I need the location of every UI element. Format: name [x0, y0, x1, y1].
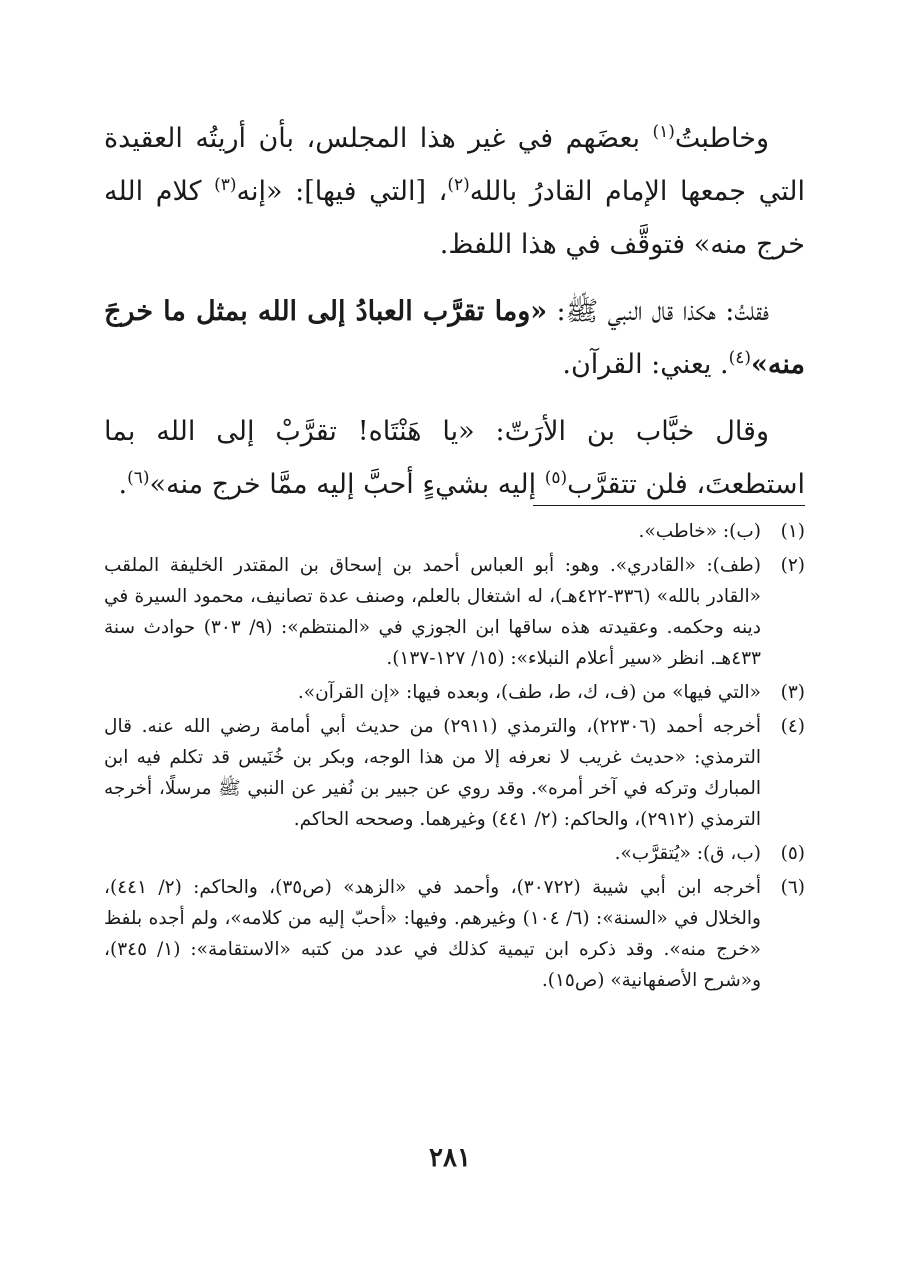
text-run: وقال خبَّاب بن الأرَتّ: «يا هَنْتَاه! تقرَّبْ إلى الله بما استطعتَ، فلن تتقرَّب	[104, 416, 805, 500]
footnote-marker: (٢)	[447, 175, 470, 195]
footnote-number: (٢)	[780, 555, 805, 576]
hadith-quote: «وما تقرَّب العبادُ إلى الله بمثل ما خرجَ منه»	[104, 296, 805, 380]
main-text	[104, 112, 805, 525]
paragraph-1	[104, 112, 805, 271]
footnote	[104, 550, 805, 674]
footnote-text: (ب، ق): «يُتقرَّب».	[614, 843, 761, 864]
text-run: . يعني: القرآن.	[562, 349, 729, 380]
footnote-text: (ب): «خاطب».	[638, 521, 761, 542]
footnote	[104, 516, 805, 547]
footnote-number: (٦)	[780, 877, 805, 898]
footnote-text: (طف): «القادري». وهو: أبو العباس أحمد بن إسحاق بن المقتدر الخليفة الملقب «القادر بالله» (٣٣٦-٤٢٢هـ)، له اشتغال بالعلم، وصنف عدة تصانيف، محمود السيرة في دينه وحكمه. وعقيدته هذه ساقها ابن الجوزي في «المنتظم»: (٩/ ٣٠٣) حوادث سنة ٤٣٣هـ. انظر «سير أعلام النبلاء»: (١٥/ ١٢٧-١٣٧).	[104, 555, 761, 669]
footnotes	[104, 516, 805, 999]
footnote-number: (٣)	[780, 682, 805, 703]
footnote-text: أخرجه ابن أبي شيبة (٣٠٧٢٢)، وأحمد في «الزهد» (ص٣٥)، والحاكم: (٢/ ٤٤١)، والخلال في «السنة»: (٦/ ١٠٤) وغيرهم. وفيها: «أحبّ إليه من كلامه»، ولم أجده بلفظ «خرج منه». وقد ذكره ابن تيمية كذلك في عدد من كتبه «الاستقامة»: (١/ ٣٤٥)، و«شرح الأصفهانية» (ص١٥).	[104, 877, 762, 991]
text-run: كلام الله خرج منه» فتوقَّف في هذا اللفظ.	[104, 176, 805, 260]
footnote-number: (٥)	[780, 843, 805, 864]
text-run: .	[118, 469, 128, 500]
footnote-number: (١)	[780, 521, 805, 542]
footnote	[104, 872, 805, 996]
text-run: وخاطبتُ	[674, 123, 769, 154]
footnote-text: أخرجه أحمد (٢٢٣٠٦)، والترمذي (٢٩١١) من حديث أبي أمامة رضي الله عنه. قال الترمذي: «حديث غريب لا نعرفه إلا من هذا الوجه، وبكر بن خُنَيس قد تكلم فيه ابن المبارك وتركه في آخر أمره». وقد روي عن جبير بن نُفير عن النبي ﷺ مرسلًا، أخرجه الترمذي (٢٩١٢)، والحاكم: (٢/ ٤٤١) وغيرهما. وصححه الحاكم.	[104, 716, 761, 830]
footnote-marker: (١)	[652, 122, 675, 142]
footnote-text: «التي فيها» من (ف، ك، ط، طف)، وبعده فيها: «إن القرآن».	[297, 682, 761, 703]
text-run: فقلتُ: هكذا قال النبي ﷺ:	[547, 296, 769, 327]
text-run: بعضَهم في غير هذا المجلس، بأن أريتُه العقيدة التي جمعها الإمام القادرُ بالله	[104, 123, 805, 207]
page-number: ٢٨١	[429, 1143, 471, 1173]
footnote-marker: (٦)	[127, 468, 150, 488]
footnote	[104, 677, 805, 708]
footnote	[104, 838, 805, 869]
footnote-marker: (٣)	[214, 175, 237, 195]
footnote	[104, 711, 805, 835]
paragraph-2	[104, 285, 805, 391]
footnote-marker: (٥)	[544, 468, 568, 488]
footnote-marker: (٤)	[728, 348, 752, 368]
footnote-separator	[533, 505, 805, 506]
paragraph-3	[104, 405, 805, 511]
text-run: إليه بشيءٍ أحبَّ إليه ممَّا خرج منه»	[149, 469, 545, 500]
footnote-number: (٤)	[780, 716, 805, 737]
text-run: ، [التي فيها]: «إنه	[236, 176, 448, 207]
